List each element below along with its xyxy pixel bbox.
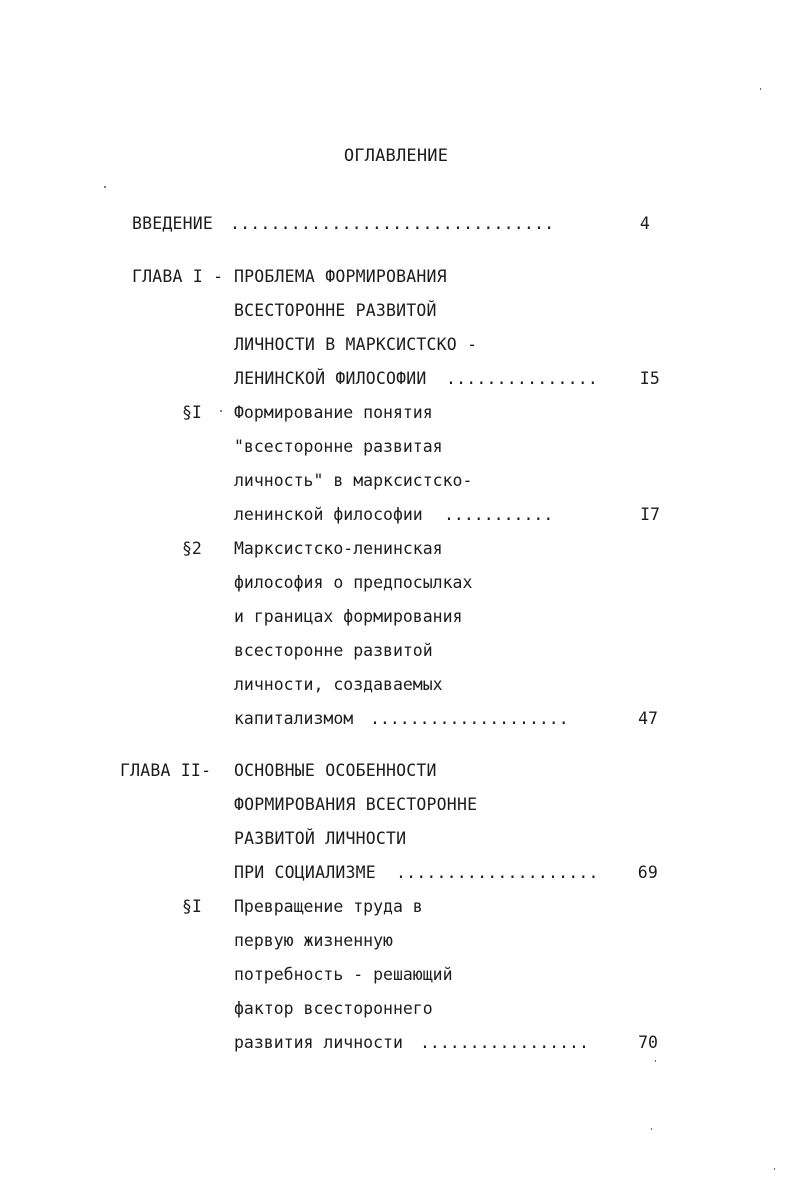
chapter-title-line: РАЗВИТОЙ ЛИЧНОСТИ bbox=[234, 829, 407, 848]
toc-page-number: 4 bbox=[639, 214, 650, 233]
toc-section-line bbox=[0, 673, 792, 697]
toc-section-line bbox=[0, 1031, 792, 1055]
section-title-line: ленинской философии bbox=[234, 505, 423, 524]
toc-section-line bbox=[0, 963, 792, 987]
section-title-line: капитализмом bbox=[234, 709, 354, 728]
toc-chapter-line bbox=[0, 827, 792, 851]
toc-leader: ............... bbox=[446, 369, 599, 388]
scan-speck bbox=[220, 410, 222, 412]
section-title-line: Марксистско-ленинская bbox=[234, 539, 443, 558]
chapter-head: ГЛАВА II- bbox=[120, 761, 212, 780]
toc-section-line bbox=[0, 605, 792, 629]
toc-section-line bbox=[0, 435, 792, 459]
toc-chapter-line bbox=[0, 367, 792, 391]
toc-leader: ........... bbox=[444, 505, 554, 524]
toc-section-line bbox=[0, 707, 792, 731]
section-title-line: философия о предпосылках bbox=[234, 573, 473, 592]
toc-page-number: 69 bbox=[637, 863, 658, 882]
section-title-line: "всесторонне развитая bbox=[234, 437, 443, 456]
page-title: ОГЛАВЛЕНИЕ bbox=[343, 146, 449, 166]
toc-section-line bbox=[0, 639, 792, 663]
toc-chapter-line bbox=[0, 299, 792, 323]
chapter-title-line: ФОРМИРОВАНИЯ ВСЕСТОРОННЕ bbox=[234, 795, 478, 814]
toc-section-line bbox=[0, 469, 792, 493]
toc-section-line bbox=[0, 571, 792, 595]
scan-speck bbox=[651, 1128, 652, 1130]
chapter-title-line: ПРИ СОЦИАЛИЗМЕ bbox=[234, 863, 376, 882]
toc-chapter-line bbox=[0, 861, 792, 885]
toc-section-line bbox=[0, 401, 792, 425]
toc-section-line bbox=[0, 929, 792, 953]
toc-page-number: I5 bbox=[639, 369, 660, 388]
section-mark: §I bbox=[182, 897, 202, 916]
toc-section-line bbox=[0, 537, 792, 561]
section-title-line: Превращение труда в bbox=[234, 897, 423, 916]
section-title-line: развития личности bbox=[234, 1033, 403, 1052]
toc-leader: ................. bbox=[420, 1033, 589, 1052]
section-mark: §2 bbox=[182, 539, 202, 558]
toc-chapter-line bbox=[0, 265, 792, 289]
chapter-title-line: ЛЕНИНСКОЙ ФИЛОСОФИИ bbox=[234, 369, 427, 388]
scan-speck bbox=[774, 1168, 775, 1170]
toc-page-number: I7 bbox=[640, 505, 660, 524]
section-title-line: личности, создаваемых bbox=[234, 675, 443, 694]
chapter-head: ГЛАВА I - bbox=[132, 267, 224, 286]
section-title-line: и границах формирования bbox=[234, 607, 463, 626]
toc-leader: .................... bbox=[370, 709, 569, 728]
toc-entry-intro bbox=[0, 212, 792, 236]
scan-speck bbox=[104, 186, 106, 188]
chapter-title-line: ЛИЧНОСТИ В МАРКСИСТСКО - bbox=[234, 335, 478, 354]
toc-chapter-line bbox=[0, 333, 792, 357]
chapter-title-line: ПРОБЛЕМА ФОРМИРОВАНИЯ bbox=[234, 267, 447, 286]
toc-section-line bbox=[0, 997, 792, 1021]
toc-leader: .................... bbox=[396, 863, 599, 882]
chapter-title-line: ОСНОВНЫЕ ОСОБЕННОСТИ bbox=[234, 761, 437, 780]
chapter-title-line: ВСЕСТОРОННЕ РАЗВИТОЙ bbox=[234, 301, 437, 320]
section-title-line: фактор всестороннего bbox=[234, 999, 433, 1018]
section-mark: §I bbox=[182, 403, 202, 422]
section-title-line: личность" в марксистско- bbox=[234, 471, 473, 490]
scan-speck bbox=[655, 1060, 656, 1062]
section-title-line: потребность - решающий bbox=[234, 965, 453, 984]
toc-chapter-line bbox=[0, 759, 792, 783]
toc-chapter-line bbox=[0, 793, 792, 817]
toc-leader: ................................ bbox=[230, 214, 555, 233]
section-title-line: Формирование понятия bbox=[234, 403, 433, 422]
toc-page-number: 70 bbox=[638, 1033, 658, 1052]
toc-page-number: 47 bbox=[638, 709, 658, 728]
toc-label: ВВЕДЕНИЕ bbox=[132, 214, 214, 233]
toc-section-line bbox=[0, 895, 792, 919]
toc-section-line bbox=[0, 503, 792, 527]
scan-speck bbox=[760, 88, 761, 90]
section-title-line: всесторонне развитой bbox=[234, 641, 433, 660]
section-title-line: первую жизненную bbox=[234, 931, 393, 950]
